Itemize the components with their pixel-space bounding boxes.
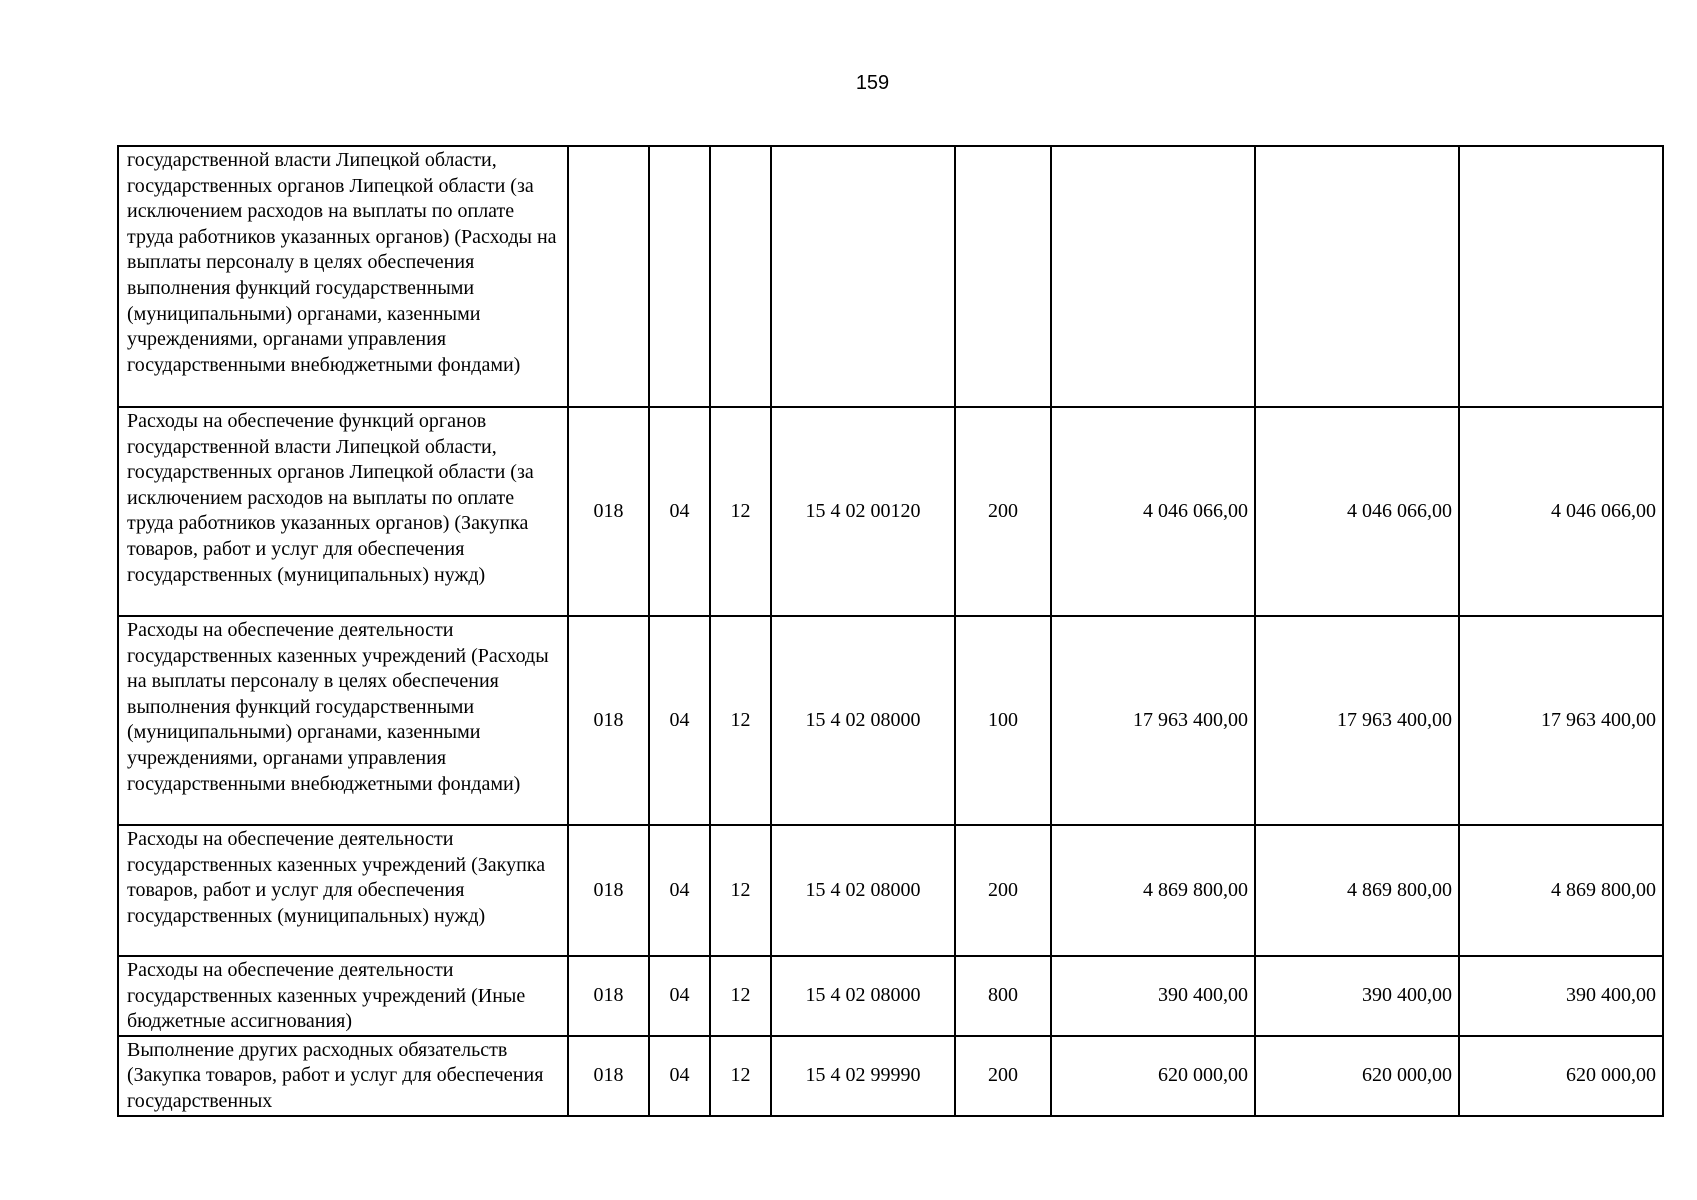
amount-3: 620 000,00 <box>1459 1036 1663 1116</box>
table-row <box>118 407 1663 616</box>
ministry-code: 018 <box>568 1036 649 1116</box>
table-row <box>118 616 1663 825</box>
section-code: 04 <box>649 616 710 825</box>
amount-2: 4 046 066,00 <box>1255 407 1459 616</box>
budget-table <box>117 145 1664 1117</box>
amount-3: 4 869 800,00 <box>1459 825 1663 956</box>
ministry-code <box>568 146 649 407</box>
amount-1: 620 000,00 <box>1051 1036 1255 1116</box>
expense-type-code: 200 <box>955 1036 1051 1116</box>
amount-2: 17 963 400,00 <box>1255 616 1459 825</box>
expense-type-code <box>955 146 1051 407</box>
section-code: 04 <box>649 956 710 1036</box>
amount-2 <box>1255 146 1459 407</box>
table-row <box>118 1036 1663 1116</box>
amount-3: 4 046 066,00 <box>1459 407 1663 616</box>
ministry-code: 018 <box>568 616 649 825</box>
subsection-code: 12 <box>710 825 771 956</box>
expense-type-code: 800 <box>955 956 1051 1036</box>
row-description: Расходы на обеспечение деятельности государственных казенных учреждений (Закупка товаров, работ и услуг для обеспечения государственных (муниципальных) нужд) <box>118 825 568 956</box>
amount-3: 17 963 400,00 <box>1459 616 1663 825</box>
amount-1: 4 869 800,00 <box>1051 825 1255 956</box>
table-row <box>118 956 1663 1036</box>
ministry-code: 018 <box>568 825 649 956</box>
amount-2: 620 000,00 <box>1255 1036 1459 1116</box>
expense-type-code: 100 <box>955 616 1051 825</box>
amount-3 <box>1459 146 1663 407</box>
amount-1: 17 963 400,00 <box>1051 616 1255 825</box>
amount-3: 390 400,00 <box>1459 956 1663 1036</box>
amount-1: 4 046 066,00 <box>1051 407 1255 616</box>
target-article-code: 15 4 02 08000 <box>771 956 955 1036</box>
page-number: 159 <box>855 72 890 94</box>
target-article-code: 15 4 02 99990 <box>771 1036 955 1116</box>
subsection-code: 12 <box>710 956 771 1036</box>
table-row <box>118 146 1663 407</box>
target-article-code <box>771 146 955 407</box>
row-description: Расходы на обеспечение деятельности государственных казенных учреждений (Расходы на выплаты персоналу в целях обеспечения выполнения функций государственными (муниципальными) органами, казенными учреждениями, органами управления государственными внебюджетными фондами) <box>118 616 568 825</box>
subsection-code: 12 <box>710 616 771 825</box>
target-article-code: 15 4 02 08000 <box>771 616 955 825</box>
row-description: Расходы на обеспечение деятельности государственных казенных учреждений (Иные бюджетные ассигнования) <box>118 956 568 1036</box>
section-code: 04 <box>649 407 710 616</box>
ministry-code: 018 <box>568 407 649 616</box>
table-row <box>118 825 1663 956</box>
expense-type-code: 200 <box>955 825 1051 956</box>
subsection-code: 12 <box>710 1036 771 1116</box>
target-article-code: 15 4 02 08000 <box>771 825 955 956</box>
row-description: Расходы на обеспечение функций органов государственной власти Липецкой области, государственных органов Липецкой области (за исключением расходов на выплаты по оплате труда работников указанных органов) (Закупка товаров, работ и услуг для обеспечения государственных (муниципальных) нужд) <box>118 407 568 616</box>
amount-2: 390 400,00 <box>1255 956 1459 1036</box>
expense-type-code: 200 <box>955 407 1051 616</box>
amount-2: 4 869 800,00 <box>1255 825 1459 956</box>
amount-1: 390 400,00 <box>1051 956 1255 1036</box>
row-description: Выполнение других расходных обязательств (Закупка товаров, работ и услуг для обеспечения государственных <box>118 1036 568 1116</box>
subsection-code: 12 <box>710 407 771 616</box>
section-code: 04 <box>649 825 710 956</box>
row-description: государственной власти Липецкой области, государственных органов Липецкой области (за исключением расходов на выплаты по оплате труда работников указанных органов) (Расходы на выплаты персоналу в целях обеспечения выполнения функций государственными (муниципальными) органами, казенными учреждениями, органами управления государственными внебюджетными фондами) <box>118 146 568 407</box>
ministry-code: 018 <box>568 956 649 1036</box>
subsection-code <box>710 146 771 407</box>
target-article-code: 15 4 02 00120 <box>771 407 955 616</box>
section-code: 04 <box>649 1036 710 1116</box>
amount-1 <box>1051 146 1255 407</box>
section-code <box>649 146 710 407</box>
